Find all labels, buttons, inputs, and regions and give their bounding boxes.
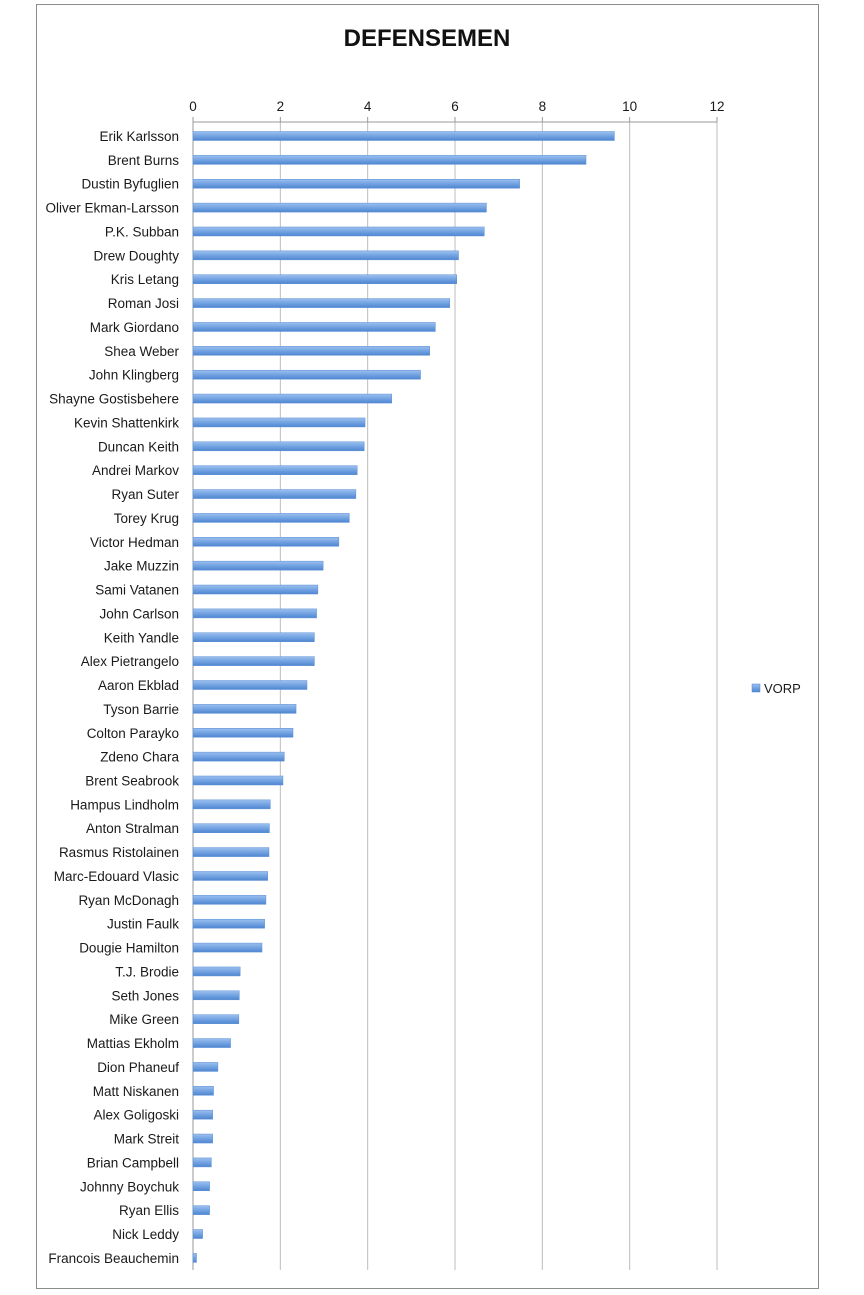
category-label: Kevin Shattenkirk <box>73 415 179 431</box>
bar <box>193 370 421 379</box>
bar <box>193 704 296 713</box>
bar <box>193 752 284 761</box>
category-label: Brent Seabrook <box>85 773 179 789</box>
bar <box>193 203 486 212</box>
bars <box>193 132 614 1263</box>
category-label: John Carlson <box>99 606 179 622</box>
category-labels <box>45 129 179 1266</box>
x-tick-label: 8 <box>538 99 547 114</box>
category-label: Marc-Edouard Vlasic <box>53 868 179 884</box>
category-label: Shea Weber <box>104 343 179 359</box>
category-label: Roman Josi <box>107 296 179 312</box>
bar <box>193 513 349 522</box>
legend <box>752 681 801 696</box>
bar <box>193 824 269 833</box>
category-label: Matt Niskanen <box>92 1083 179 1099</box>
bar <box>193 1182 210 1191</box>
bar <box>193 1158 211 1167</box>
category-label: Alex Goligoski <box>93 1107 179 1123</box>
bar <box>193 800 270 809</box>
x-tick-label: 0 <box>189 99 197 114</box>
bar <box>193 848 269 857</box>
gridlines <box>193 122 717 1270</box>
bar <box>193 1206 210 1215</box>
bar <box>193 991 239 1000</box>
category-label: Seth Jones <box>111 988 179 1004</box>
bar <box>193 1015 239 1024</box>
category-label: Rasmus Ristolainen <box>58 845 179 861</box>
category-label: Jake Muzzin <box>103 558 179 574</box>
bar <box>193 490 356 499</box>
category-label: Nick Leddy <box>112 1227 179 1243</box>
bar <box>193 251 458 260</box>
category-label: Keith Yandle <box>103 630 179 646</box>
bar <box>193 943 262 952</box>
x-tick-label: 10 <box>622 99 638 114</box>
bar <box>193 967 240 976</box>
bar <box>193 1134 213 1143</box>
category-label: Torey Krug <box>113 510 179 526</box>
bar <box>193 418 365 427</box>
bar <box>193 871 268 880</box>
bar <box>193 895 266 904</box>
bar <box>193 1230 203 1239</box>
category-label: Francois Beauchemin <box>48 1250 179 1266</box>
category-label: Mattias Ekholm <box>86 1036 179 1052</box>
category-label: Brian Campbell <box>86 1155 179 1171</box>
category-label: Ryan Suter <box>111 487 179 503</box>
bar <box>193 585 318 594</box>
bar <box>193 1039 231 1048</box>
x-tick-label: 4 <box>363 99 372 114</box>
bar <box>193 681 307 690</box>
bar <box>193 155 586 164</box>
legend-label: VORP <box>764 681 801 696</box>
bar <box>193 346 430 355</box>
category-label: Shayne Gostisbehere <box>49 391 179 407</box>
category-label: Tyson Barrie <box>103 701 179 717</box>
category-label: Ryan Ellis <box>118 1203 179 1219</box>
bar <box>193 275 457 284</box>
category-label: Johnny Boychuk <box>79 1179 179 1195</box>
category-label: John Klingberg <box>88 367 179 383</box>
category-label: Erik Karlsson <box>99 129 179 144</box>
category-label: Victor Hedman <box>89 534 179 550</box>
category-label: Kris Letang <box>110 272 179 288</box>
category-label: Sami Vatanen <box>95 582 179 598</box>
bar <box>193 299 450 308</box>
bar <box>193 322 435 331</box>
bar <box>193 1253 196 1262</box>
category-label: Dougie Hamilton <box>79 940 179 956</box>
x-tick-label: 12 <box>709 99 725 114</box>
bar <box>193 776 283 785</box>
x-tick-label: 2 <box>276 99 285 114</box>
category-label: Colton Parayko <box>86 725 179 741</box>
category-label: Mike Green <box>109 1012 179 1028</box>
bar <box>193 561 323 570</box>
x-tick-label: 6 <box>451 99 459 114</box>
category-label: Zdeno Chara <box>100 749 179 765</box>
category-label: Aaron Ekblad <box>97 678 179 694</box>
category-label: Anton Stralman <box>85 821 179 837</box>
legend-swatch <box>752 684 760 692</box>
bar <box>193 1086 214 1095</box>
category-label: Andrei Markov <box>91 463 179 479</box>
bar <box>193 609 317 618</box>
category-label: Dion Phaneuf <box>97 1059 179 1075</box>
bar <box>193 728 293 737</box>
bar <box>193 132 614 141</box>
category-label: Ryan McDonagh <box>78 892 179 908</box>
category-label: Dustin Byfuglien <box>81 176 179 192</box>
bar <box>193 1062 218 1071</box>
category-label: T.J. Brodie <box>115 964 179 980</box>
category-label: Justin Faulk <box>106 916 179 932</box>
bar <box>193 227 484 236</box>
chart-title: DEFENSEMEN <box>343 25 511 52</box>
category-label: Duncan Keith <box>97 439 179 455</box>
bar <box>193 633 314 642</box>
bar <box>193 657 314 666</box>
bar <box>193 1110 213 1119</box>
category-label: P.K. Subban <box>104 224 179 240</box>
x-axis-ticks <box>189 99 724 122</box>
category-label: Brent Burns <box>107 152 179 168</box>
bar <box>193 466 357 475</box>
category-label: Mark Streit <box>113 1131 179 1147</box>
category-label: Oliver Ekman-Larsson <box>45 200 179 216</box>
bar <box>193 394 392 403</box>
bar <box>193 919 265 928</box>
category-label: Mark Giordano <box>89 319 179 335</box>
category-label: Alex Pietrangelo <box>80 654 179 670</box>
bar <box>193 537 339 546</box>
category-label: Hampus Lindholm <box>70 797 179 813</box>
category-label: Drew Doughty <box>93 248 179 264</box>
bar <box>193 179 520 188</box>
bar <box>193 442 364 451</box>
